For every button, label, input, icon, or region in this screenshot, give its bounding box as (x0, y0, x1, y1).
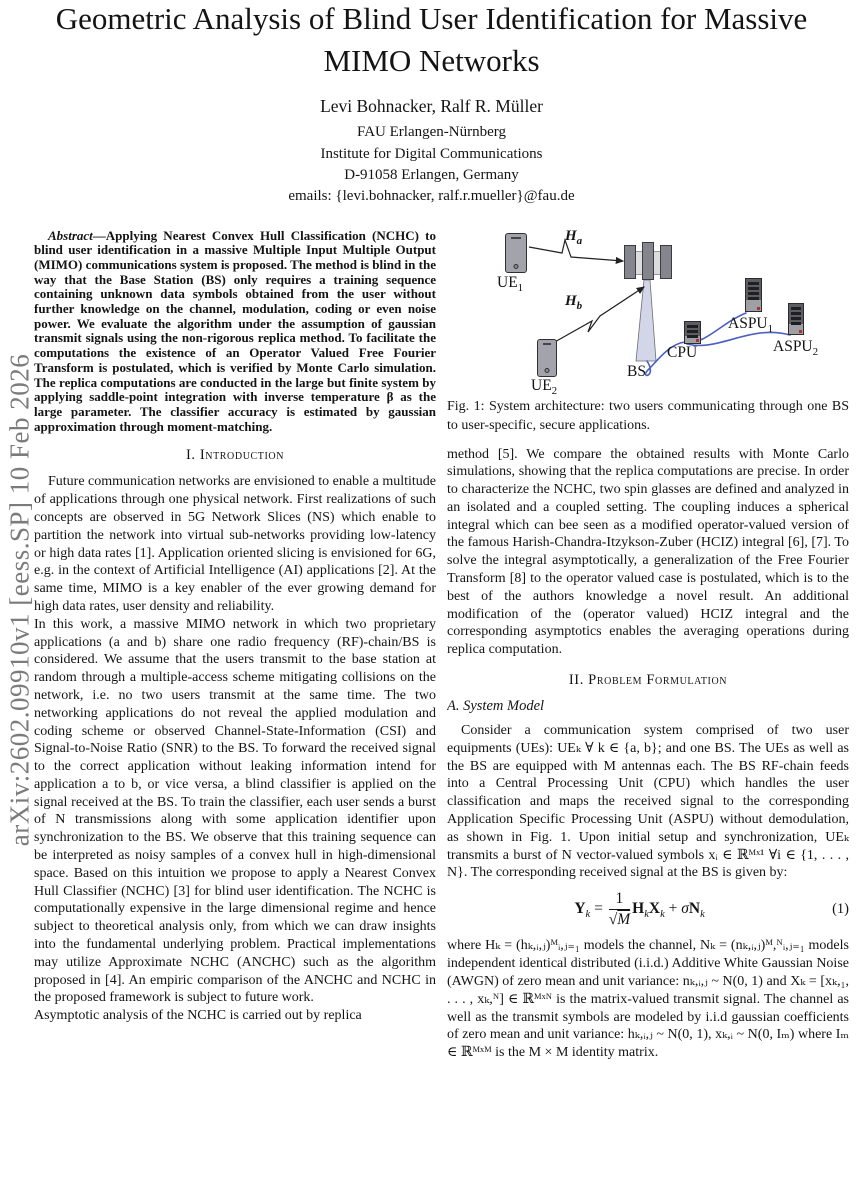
where-paragraph: where Hₖ = (hₖ,ᵢ,ⱼ)ᴹᵢ,ⱼ₌₁ models the channel, Nₖ = (nₖ,ᵢ,ⱼ)ᴹ,ᴺᵢ,ⱼ₌₁ models independent identical distributed (i.i.d.) Additive White Gaussian Noise (AWGN) of zero mean and unit variance: nₖ,ᵢ,ⱼ ~ N(0, 1) and Xₖ = [xₖ,₁, . . . , xₖ,ᴺ] ∈ ℝᴹˣᴺ is the matrix-valued transmit signal. The channel as well as the transmit symbols are modeled by i.i.d gaussian coefficients of zero mean and unit variance: hₖ,ᵢ,ⱼ ~ N(0, 1), xₖ,ᵢ ~ N(0, Iₘ) where Iₘ ∈ ℝᴹˣᴹ is the M × M identity matrix. (447, 938, 849, 1061)
affiliation-institute: Institute for Digital Communications (320, 145, 543, 162)
phone-home-button (545, 368, 550, 373)
sqrt-sign: √ (608, 910, 618, 928)
two-column-body (0, 229, 863, 1187)
affiliation-institution: FAU Erlangen-Nürnberg (357, 124, 506, 141)
aspu2-label: $ASPU_2$ (773, 337, 819, 358)
affiliation-address: D-91058 Erlangen, Germany (344, 166, 519, 183)
right-paragraph-1: method [5]. We compare the obtained results with Monte Carlo simulations, showing that the replica computations are precise. In order to characterize the NCHC, two spin glasses are defined and analyzed in an isolated and a coupled setting. The coupling induces a spherical integral which can bee seen as a modified operator-valued version of the famous Harish-Chandra-Itzykson-Zuber (HCIZ) integral [6], [7]. To solve the integral asymptotically, a generalization of the Free Fourier Transform [8] to the operator valued case is postulated, which is to the best of the authors knowledge a novel result. An additional modification of the (operator valued) HCIZ integral and the corresponding asymptotics enables the averaging operations during replica computation. (447, 446, 849, 658)
equation-1-number: (1) (832, 901, 849, 918)
bs-antenna-panel (660, 245, 672, 279)
author-names: Levi Bohnacker, Ralf R. Müller (320, 96, 543, 117)
intro-paragraph-1: Future communication networks are envisioned to enable a multitude of applications through one physical network. First realizations of such concepts are observed in 5G Network Slices (NS) which enable to partition the network into virtual sub-networks providing low-latency or high data rates [1]. Application oriented slicing is envisioned for 6G, e.g. in the context of Artificial Intelligence (AI) applications [2]. At the same time, MIMO is a key enabler of the ever growing demand for high data rates, user density and reliability. (34, 474, 436, 614)
ue1-phone-icon (505, 233, 527, 273)
aspu1-label: $ASPU_1$ (728, 314, 774, 335)
aspu2-server-icon (788, 303, 804, 335)
intro-paragraph-2: In this work, a massive MIMO network in which two proprietary applications (a and b) share one radio frequency (RF)-chain/BS is considered. We assume that the users transmit to the base station at random through a multiple-access scheme mitigating collisions on the network, i.e. no two users transmit at the same time. The two networking applications do not reveal the applied modulation and coding scheme or observed Channel-State-Information (CSI) and Signal-to-Noise Ratio (SNR) to the BS. To forward the received signal to the correct application without leaking information intend for application a to b, or vice versa, a blind classifier is applied on the signal received at the BS. To train the classifier, each user sends a burst of N transmissions along with some application identifier upon synchronization to the BS. We observe that this training sequence can be interpreted as noisy samples of a convex hull in high-dimensional space. Based on this intuition we propose to apply a Nearest Convex Hull Classifier (NCHC) [3] for blind user identification. The NCHC is computationally expensive in the large dimensional regime and hence subject to theoretical analysis only, from which we can draw insights into the fundamental underlying problem. Practical implementations may utilize Approximate NCHC (ANCHC) such as the algorithm proposed in [4]. An empiric comparison of the ANCHC and NCHC in the proposed framework is subject to future work. (34, 616, 436, 1006)
figure-1-caption: Fig. 1: System architecture: two users communicating through one BS to user-specific, secure applications. (447, 398, 849, 433)
server-led (757, 307, 760, 310)
section-heading-problem-formulation: II. Problem Formulation (568, 672, 728, 689)
equation-fraction: $\frac{1}{√M}$ (608, 890, 631, 928)
page-title: Geometric Analysis of Blind User Identification for Massive MIMO Networks (55, 1, 808, 79)
bs-antenna-panel (642, 242, 654, 280)
phone-home-button (514, 264, 519, 269)
cpu-label: CPU (667, 343, 698, 361)
arxiv-watermark: arXiv:2602.09910v1 [eess.SP] 10 Feb 2026 (4, 353, 35, 847)
server-rack (746, 279, 761, 301)
author-block (0, 96, 863, 207)
ue1-label: $UE_1$ (497, 273, 524, 294)
bs-antenna-panel (624, 245, 636, 279)
system-model-paragraph: Consider a communication system comprised of two user equipments (UEs): UEₖ ∀ k ∈ {a, b}; and one BS. The UEs as well as the BS are equipped with M antennas each. The BS RF-chain feeds into a Central Processing Unit (CPU) which handles the user classification and maps the received signal to the corresponding Application Specific Processing Unit (ASPU) without demodulation, as shown in Fig. 1. Upon initial setup and synchronization, UEₖ transmits a burst of N vector-valued symbols xᵢ ∈ ℝᴹˣ¹ ∀i ∈ {1, . . . , N}. The corresponding received signal at the BS is given by: (447, 723, 849, 881)
author-emails: emails: {levi.bohnacker, ralf.r.mueller}@fau.de (288, 188, 575, 205)
ue2-phone-icon (537, 339, 557, 377)
intro-paragraph-3: Asymptotic analysis of the NCHC is carried out by replica (34, 1008, 362, 1024)
abstract (34, 229, 436, 435)
phone-speaker (511, 237, 521, 239)
equation-1-body: $Y_k$ = $\frac{1}{√M}$ $H_kX_k + \sigma N_k$ (574, 890, 705, 928)
cpu-server-icon (684, 321, 701, 344)
aspu1-server-icon (745, 278, 762, 312)
left-column (34, 229, 436, 1187)
equation-1 (447, 891, 849, 928)
right-column (447, 229, 849, 1187)
server-led (799, 330, 802, 333)
server-rack (789, 304, 803, 324)
bs-tower-shape (636, 280, 656, 361)
abstract-text: —Applying Nearest Convex Hull Classification (NCHC) to blind user identification in a massive Multiple Input Multiple Output (MIMO) communications system is proposed. The method is blind in the way that the Base Station (BS) only requires a training sequence containing unknown data symbols obtained from the user without further knowledge on the channel, modulation, coding or even noise power. We evaluate the algorithm under the assumption of gaussian transmit signals using the non-rigorous replica method. To facilitate the computations the existence of an Operator Valued Free Fourier Transform is postulated, which is verified by Monte Carlo simulation. The replica computations are conducted in the large but finite system by applying saddle-point integration with inverse temperature β as the large parameter. The classifier accuracy is estimated by gaussian approximation through moment-matching. (34, 228, 436, 434)
phone-speaker (543, 343, 551, 345)
figure-1-system-architecture (447, 228, 849, 397)
ue2-label: $UE_2$ (531, 376, 558, 397)
channel-hb-label: $H_b$ (565, 292, 583, 312)
abstract-lead: Abstract (48, 228, 93, 243)
bs-label: BS (627, 362, 646, 380)
section-heading-introduction: I. Introduction (185, 447, 285, 464)
subsection-heading-system-model: A. System Model (447, 698, 545, 715)
server-led (696, 339, 699, 342)
server-rack (685, 322, 700, 336)
channel-ha-label: $H_a$ (565, 228, 583, 247)
